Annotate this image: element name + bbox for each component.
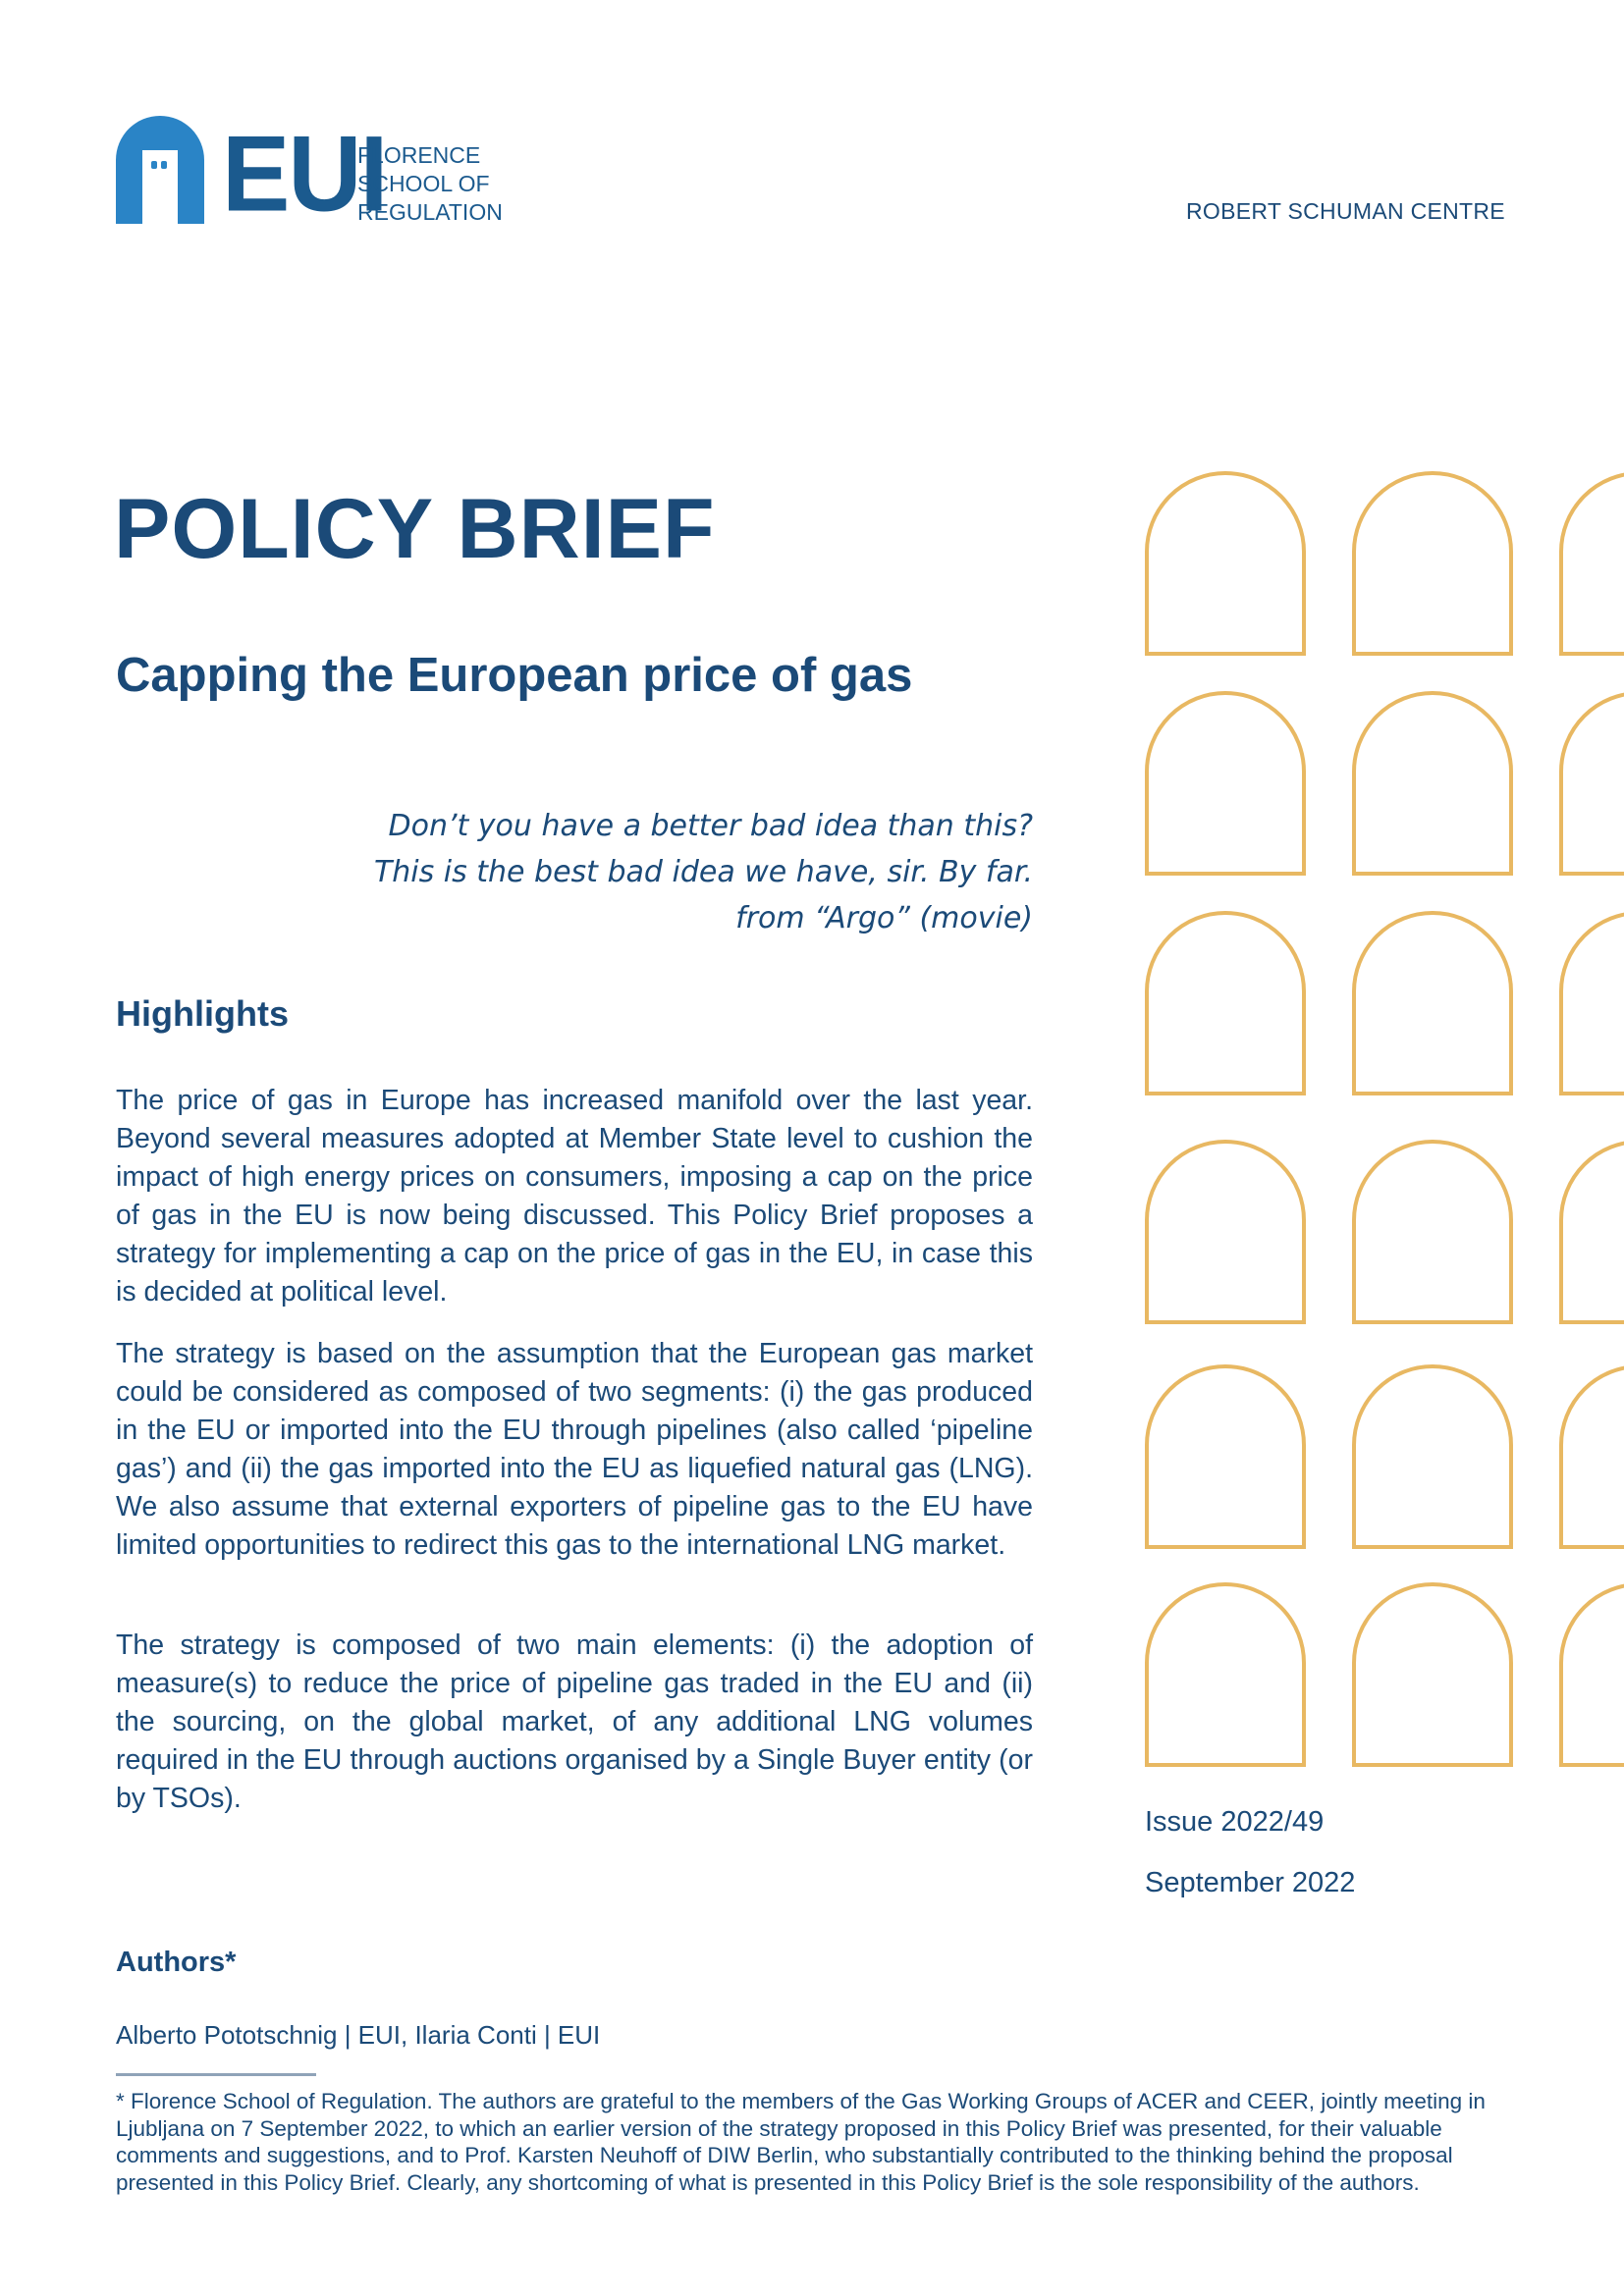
- eui-arch-door-icon: [116, 116, 204, 224]
- highlights-paragraph: The strategy is composed of two main elements: (i) the adoption of measure(s) to reduce the price of pipeline gas traded in the EU and (ii) the sourcing, on the global market, of any additional LNG volumes required in the EU through auctions organised by a Single Buyer entity (or by TSOs).: [116, 1629, 1033, 1814]
- epigraph: [295, 803, 1033, 941]
- arch-icon-row-2: [1147, 693, 1624, 874]
- highlights-heading: Highlights: [116, 993, 289, 1034]
- org-name-line: FLORENCE: [357, 142, 481, 168]
- issue-number: Issue 2022/49: [1145, 1806, 1325, 1838]
- highlights-paragraph: The price of gas in Europe has increased manifold over the last year. Beyond several measures adopted at Member State level to cushion the impact of high energy prices on consumers, imposing a cap on the price of gas in the EU is now being discussed. This Policy Brief proposes a strategy for implementing a cap on the price of gas in the EU, in case this is decided at political level.: [116, 1085, 1033, 1308]
- arch-icon-row-5: [1147, 1366, 1624, 1547]
- org-name-line: SCHOOL OF: [357, 171, 490, 196]
- centre-name: ROBERT SCHUMAN CENTRE: [1186, 198, 1505, 224]
- authors-heading: Authors*: [116, 1947, 237, 1978]
- highlights-paragraph: The strategy is based on the assumption that the European gas market could be considered as composed of two segments: (i) the gas produced in the EU or imported into the EU through pipelines (also called ‘pipeline gas’) and (ii) the gas imported into the EU as liquefied natural gas (LNG). We also assume that external exporters of pipeline gas to the EU have limited opportunities to redirect this gas to the international LNG market.: [116, 1338, 1033, 1561]
- epigraph-line: Don’t you have a better bad idea than this?: [388, 809, 1033, 843]
- org-name: [357, 141, 503, 227]
- arch-icon-row-6: [1147, 1584, 1624, 1765]
- document-type-title: POLICY BRIEF: [114, 482, 716, 576]
- arch-icon-row-1: [1147, 473, 1624, 654]
- arch-icon-row-4: [1147, 1142, 1624, 1322]
- epigraph-line: This is the best bad idea we have, sir. By far.: [373, 855, 1033, 889]
- epigraph-attribution: from “Argo” (movie): [735, 901, 1033, 935]
- org-name-line: REGULATION: [357, 199, 503, 225]
- authors-list: Alberto Pototschnig | EUI, Ilaria Conti | EUI: [116, 2020, 601, 2050]
- issue-date: September 2022: [1145, 1867, 1356, 1898]
- eui-wordmark: EUI: [222, 115, 387, 235]
- document-subtitle: Capping the European price of gas: [116, 649, 913, 702]
- arch-icon-row-3: [1147, 913, 1624, 1094]
- footnote: * Florence School of Regulation. The authors are grateful to the members of the Gas Working Groups of ACER and CEER, jointly meeting in Ljubljana on 7 September 2022, to which an earlier version of the strategy proposed in this Policy Brief was presented, for their valuable comments and suggestions, and to Prof. Karsten Neuhoff of DIW Berlin, who substantially contributed to the thinking behind the proposal presented in this Policy Brief. Clearly, any shortcoming of what is presented in this Policy Brief is the sole responsibility of the authors.: [116, 2089, 1486, 2195]
- footnote-divider: [116, 2073, 316, 2076]
- eui-logo: [116, 115, 528, 235]
